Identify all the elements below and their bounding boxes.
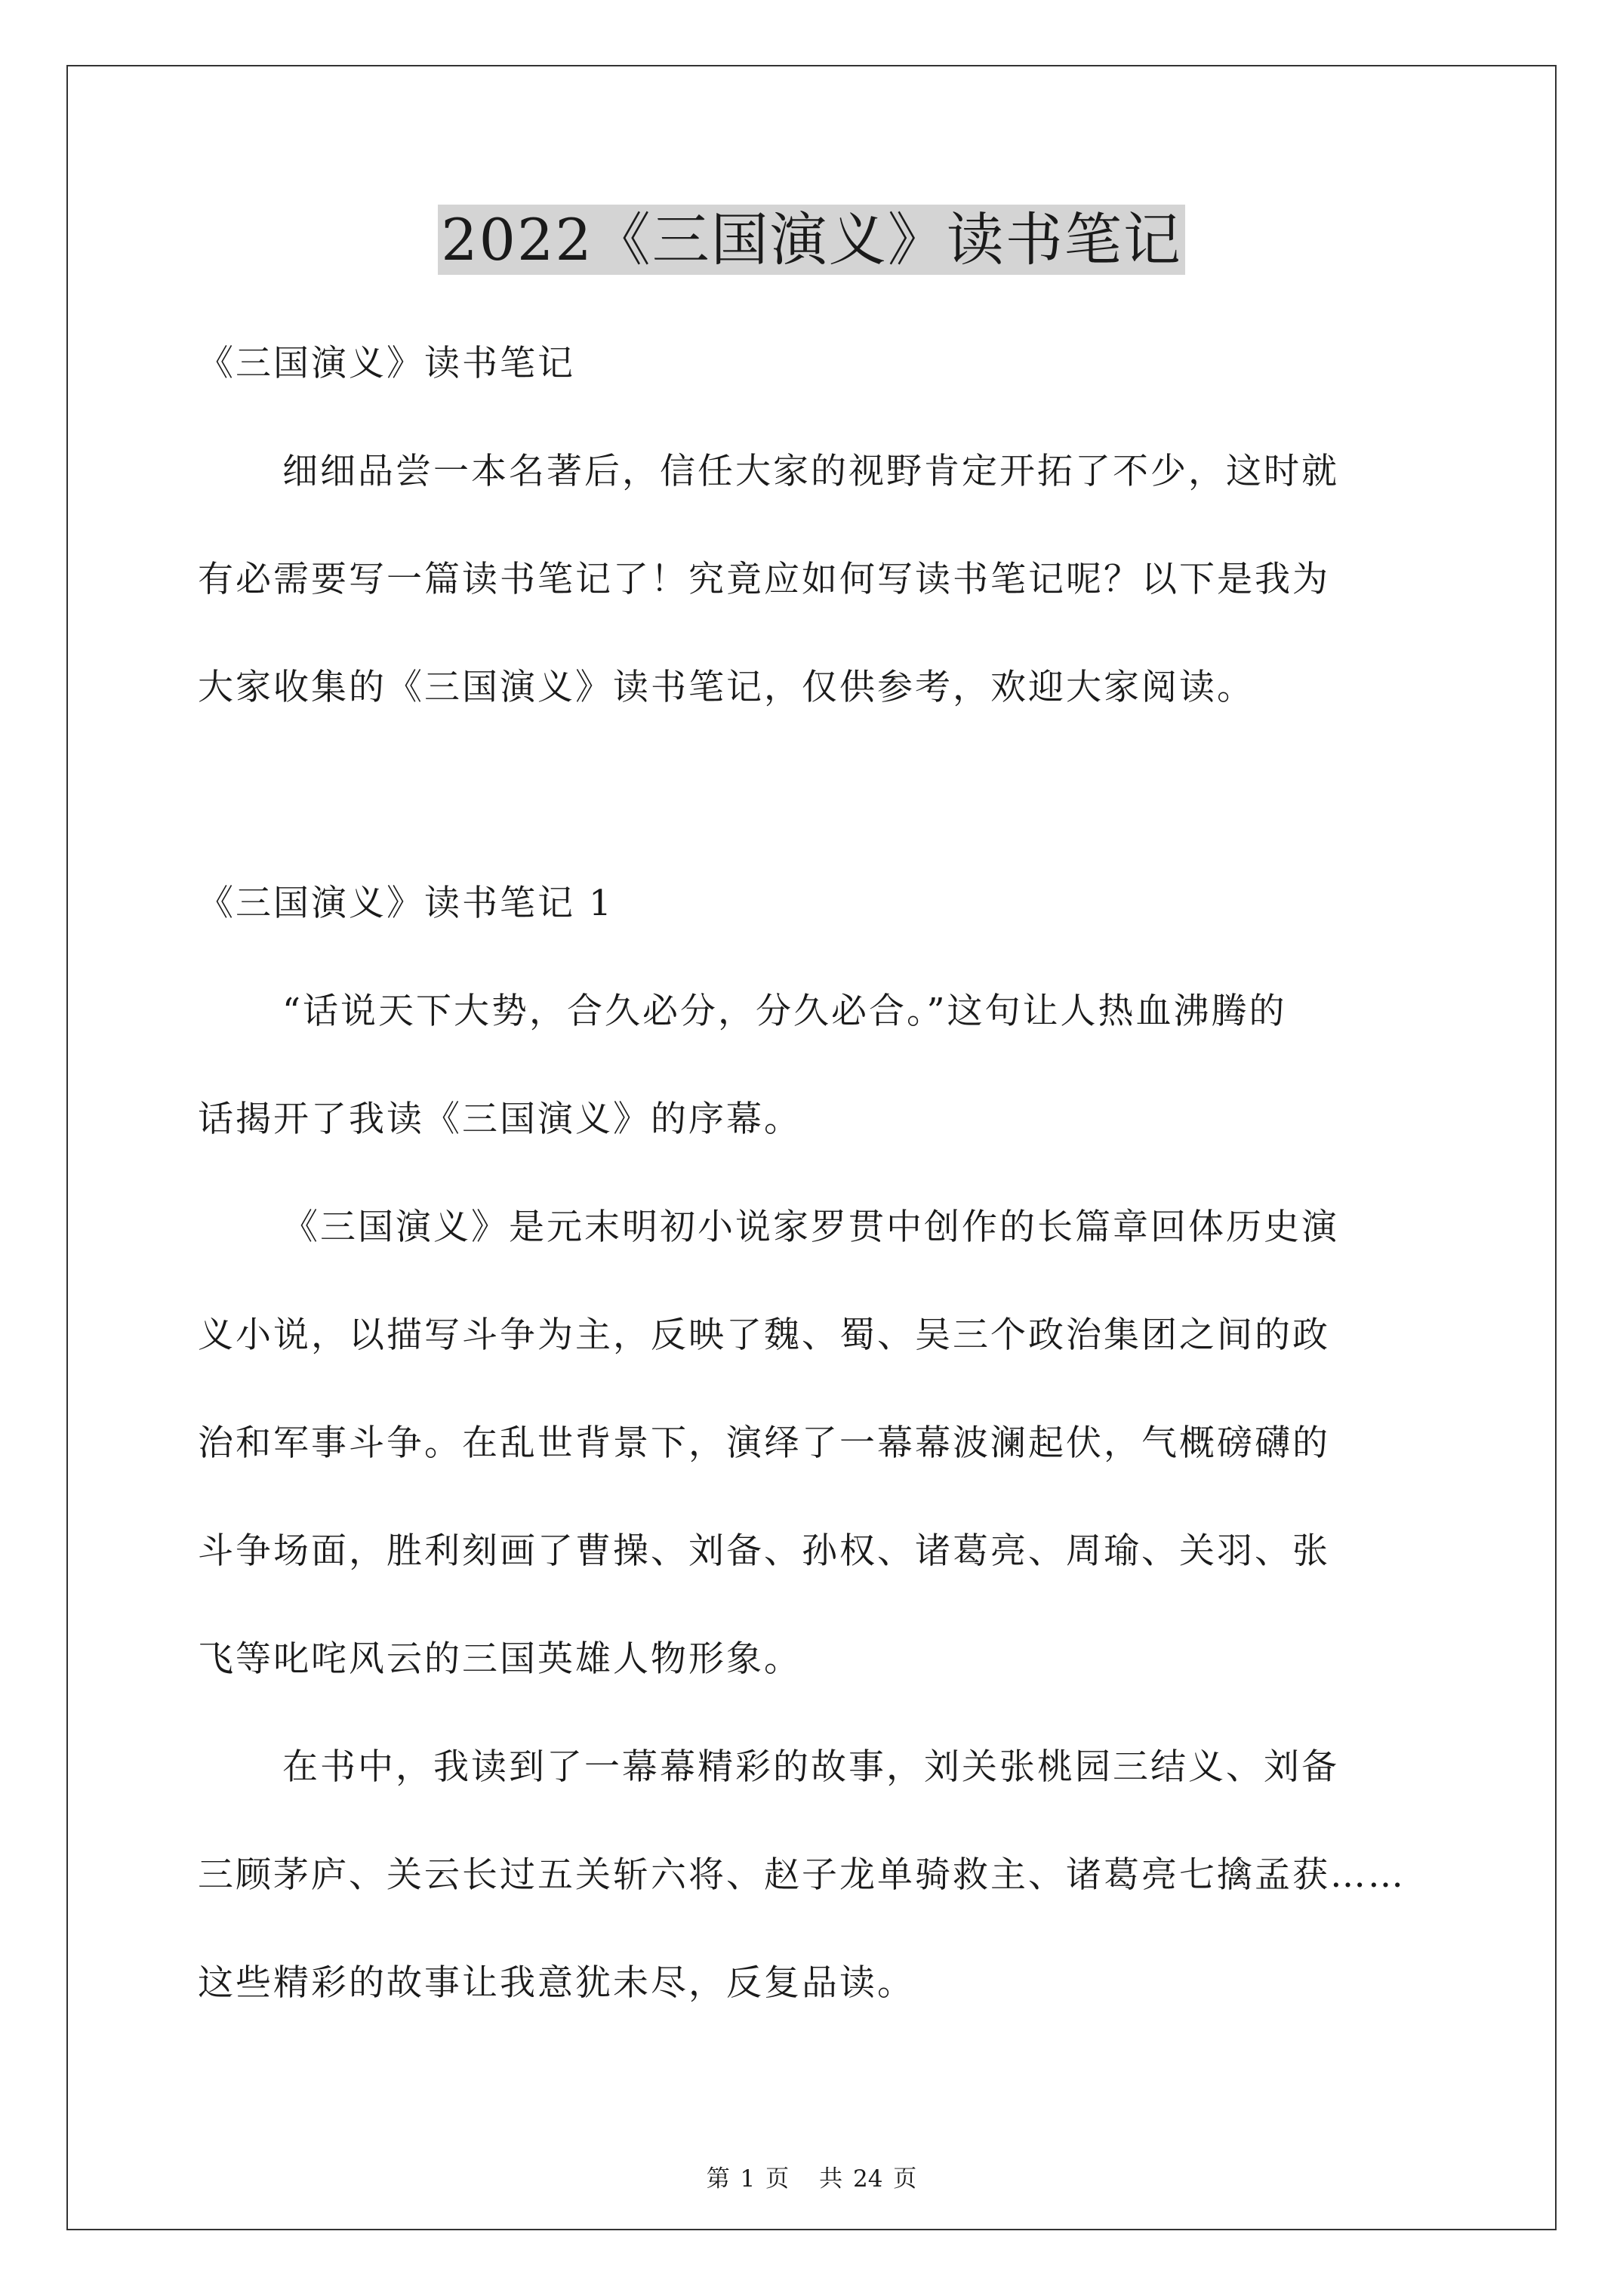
- paragraph-line: 有必需要写一篇读书笔记了！究竟应如何写读书笔记呢？以下是我为: [198, 559, 1330, 600]
- page-total: 共 24 页: [819, 2165, 917, 2193]
- blank-line: [198, 741, 1436, 849]
- paragraph-line: 大家收集的《三国演义》读书笔记，仅供参考，欢迎大家阅读。: [198, 667, 1255, 708]
- paragraph-line: 义小说，以描写斗争为主，反映了魏、蜀、吴三个政治集团之间的政: [198, 1314, 1330, 1356]
- paragraph-line: 这些精彩的故事让我意犹未尽，反复品读。: [198, 1962, 915, 2004]
- page-footer: [0, 2164, 1623, 2194]
- document-body: [198, 310, 1436, 2037]
- paragraph-line: 斗争场面，胜利刻画了曹操、刘备、孙权、诸葛亮、周瑜、关羽、张: [198, 1530, 1330, 1572]
- section-heading: 《三国演义》读书笔记: [198, 343, 575, 384]
- paragraph-line: 《三国演义》是元末明初小说家罗贯中创作的长篇章回体历史演: [282, 1207, 1339, 1248]
- paragraph-line: “话说天下大势，合久必分，分久必合。”这句让人热血沸腾的: [282, 991, 1287, 1032]
- paragraph-line: 治和军事斗争。在乱世背景下，演绎了一幕幕波澜起伏，气概磅礴的: [198, 1422, 1330, 1464]
- paragraph-line: 话揭开了我读《三国演义》的序幕。: [198, 1099, 802, 1140]
- paragraph-line: 飞等叱咤风云的三国英雄人物形象。: [198, 1638, 802, 1680]
- paragraph-line: 细细品尝一本名著后，信任大家的视野肯定开拓了不少，这时就: [282, 451, 1339, 492]
- page-number: 第 1 页: [706, 2165, 790, 2193]
- section-heading: 《三国演义》读书笔记 1: [198, 883, 614, 924]
- paragraph-line: 在书中，我读到了一幕幕精彩的故事，刘关张桃园三结义、刘备: [282, 1746, 1339, 1788]
- paragraph-line: 三顾茅庐、关云长过五关斩六将、赵子龙单骑救主、诸葛亮七擒孟获……: [198, 1854, 1406, 1896]
- document-title: [0, 202, 1623, 278]
- document-title-text: 2022《三国演义》读书笔记: [438, 205, 1184, 275]
